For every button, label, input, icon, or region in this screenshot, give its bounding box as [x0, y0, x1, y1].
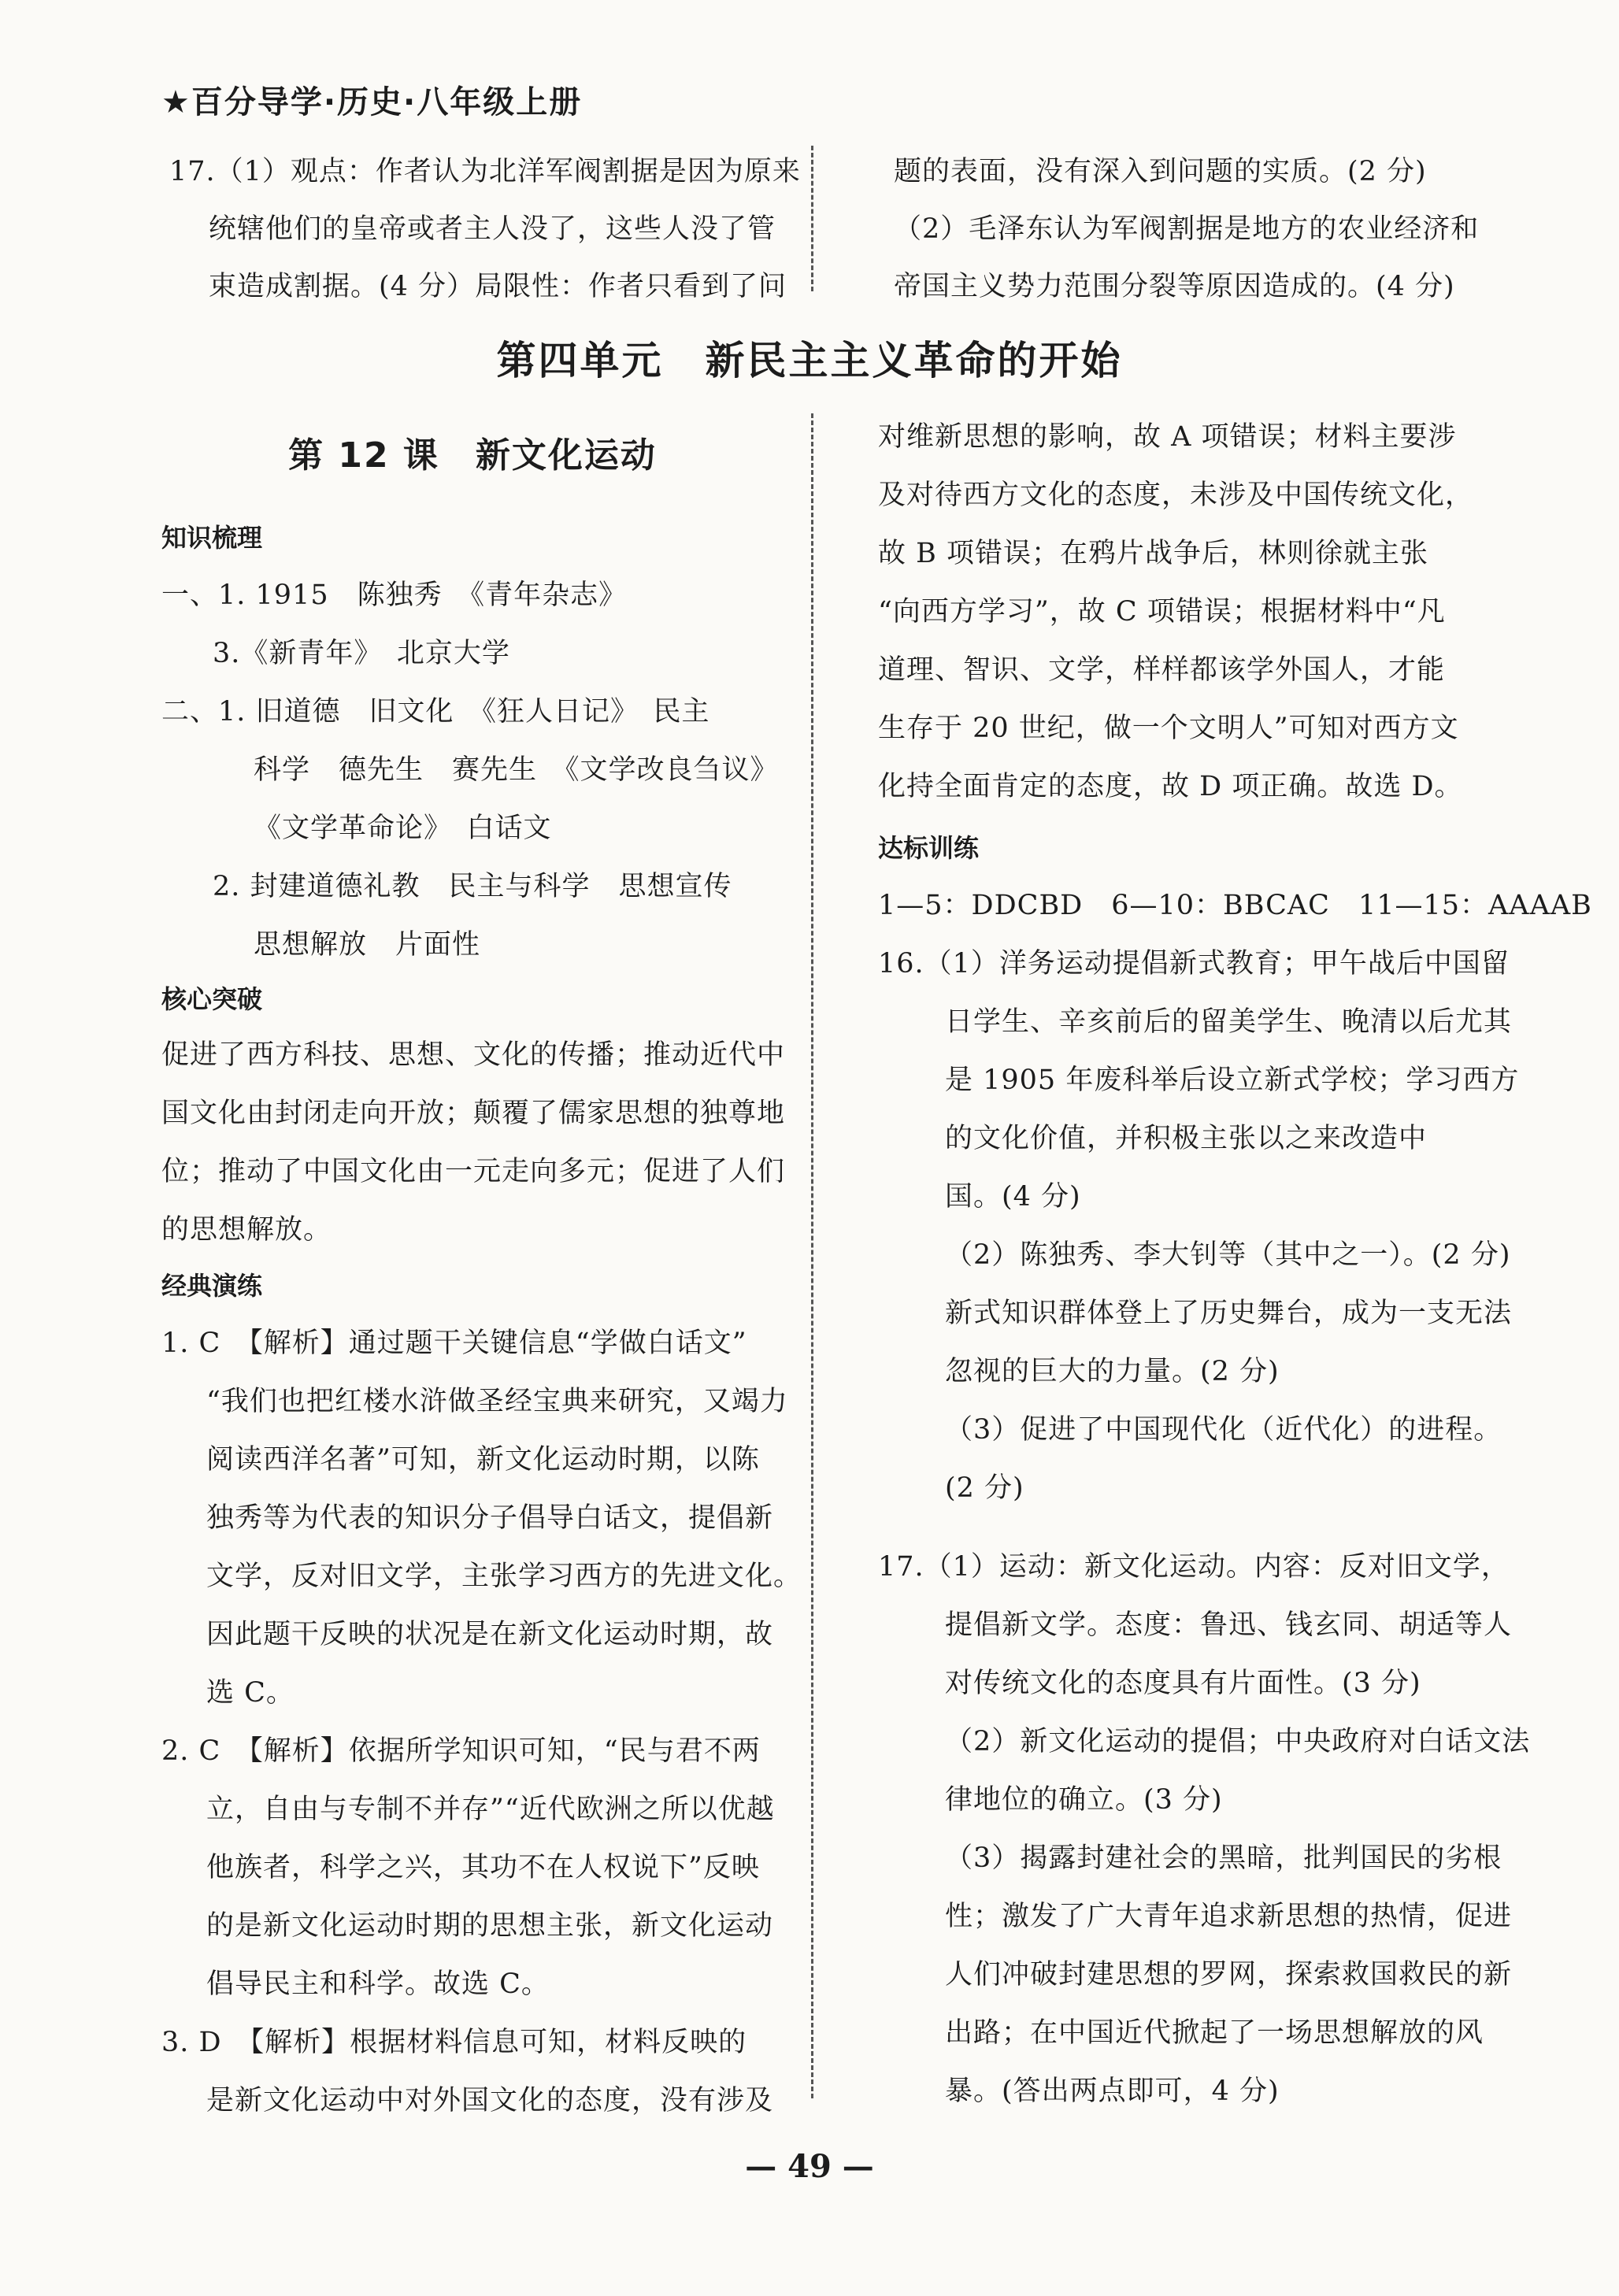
text-line: 他族者，科学之兴，其功不在人权说下”反映: [206, 1852, 760, 1883]
text-line: 因此题干反映的状况是在新文化运动时期，故: [206, 1619, 774, 1650]
text-line: 的文化价值，并积极主张以之来改造中: [945, 1123, 1428, 1154]
text-line: （2）陈独秀、李大钊等（其中之一）。(2 分): [945, 1239, 1511, 1271]
text-line: 17.（1）运动：新文化运动。内容：反对旧文学，: [878, 1551, 1510, 1583]
text-line: 一、1. 1915 陈独秀 《青年杂志》: [161, 580, 628, 611]
section-heading-classic: 经典演练: [161, 1271, 263, 1301]
text-line: 的思想解放。: [161, 1214, 332, 1246]
text-line: 倡导民主和科学。故选 C。: [206, 1968, 550, 2000]
text-line: 二、1. 旧道德 旧文化 《狂人日记》 民主: [161, 696, 710, 728]
text-line: 出路；在中国近代掀起了一场思想解放的风: [945, 2017, 1484, 2049]
text-line: 思想解放 片面性: [254, 929, 481, 961]
text-line: 新式知识群体登上了历史舞台，成为一支无法: [945, 1298, 1513, 1329]
text-line: 对维新思想的影响，故 A 项错误；材料主要涉: [878, 421, 1457, 453]
text-line: 国文化由封闭走向开放；颠覆了儒家思想的独尊地: [161, 1098, 786, 1129]
text-line: 化持全面肯定的态度，故 D 项正确。故选 D。: [878, 771, 1463, 802]
text-line: 科学 德先生 赛先生 《文学改良刍议》: [254, 754, 779, 786]
text-line: 生存于 20 世纪，做一个文明人”可知对西方文: [878, 713, 1459, 744]
text-line: 选 C。: [206, 1677, 295, 1709]
text-line: 忽视的巨大的力量。(2 分): [945, 1356, 1280, 1387]
text-line: 3. D 【解析】根据材料信息可知，材料反映的: [161, 2027, 747, 2058]
text-line: 位；推动了中国文化由一元走向多元；促进了人们: [161, 1156, 786, 1187]
text-line: 故 B 项错误；在鸦片战争后，林则徐就主张: [878, 538, 1428, 569]
text-line: 性；激发了广大青年追求新思想的热情，促进: [945, 1901, 1513, 1932]
column-divider-main: [811, 413, 813, 2098]
text-line: 阅读西洋名著”可知，新文化运动时期，以陈: [206, 1444, 760, 1476]
text-line: 立，自由与专制不并存”“近代欧洲之所以优越: [206, 1794, 775, 1825]
book-header-title: ★百分导学·历史·八年级上册: [161, 84, 583, 120]
text-line: （3）促进了中国现代化（近代化）的进程。: [945, 1414, 1502, 1446]
text-line: 帝国主义势力范围分裂等原因造成的。(4 分): [894, 271, 1455, 302]
text-line: 对传统文化的态度具有片面性。(3 分): [945, 1668, 1421, 1699]
text-line: 提倡新文学。态度：鲁迅、钱玄同、胡适等人: [945, 1609, 1513, 1641]
text-line: （3）揭露封建社会的黑暗，批判国民的劣根: [945, 1842, 1502, 1874]
text-line: 人们冲破封建思想的罗网，探索救国救民的新: [945, 1959, 1513, 1990]
text-line: 暴。(答出两点即可，4 分): [945, 2076, 1280, 2107]
section-heading-core: 核心突破: [161, 984, 263, 1014]
text-line: “我们也把红楼水浒做圣经宝典来研究，又竭力: [206, 1386, 788, 1417]
text-line: 及对待西方文化的态度，未涉及中国传统文化，: [878, 480, 1474, 511]
text-line: 是新文化运动中对外国文化的态度，没有涉及: [206, 2085, 774, 2116]
text-line: 的是新文化运动时期的思想主张，新文化运动: [206, 1910, 774, 1942]
text-line: 是 1905 年废科举后设立新式学校；学习西方: [945, 1065, 1520, 1096]
column-divider-top: [811, 146, 813, 291]
text-line: 《文学革命论》 白话文: [254, 813, 552, 844]
section-heading-training: 达标训练: [878, 833, 980, 863]
text-line: 统辖他们的皇帝或者主人没了，这些人没了管: [209, 213, 776, 245]
section-heading-knowledge: 知识梳理: [161, 523, 263, 553]
text-line: 2. 封建道德礼教 民主与科学 思想宣传: [213, 871, 732, 902]
text-line: 独秀等为代表的知识分子倡导白话文，提倡新: [206, 1502, 774, 1534]
text-line: 2. C 【解析】依据所学知识可知，“民与君不两: [161, 1735, 761, 1767]
text-line: （2）毛泽东认为军阀割据是地方的农业经济和: [894, 213, 1480, 245]
text-line: 题的表面，没有深入到问题的实质。(2 分): [894, 156, 1427, 187]
text-line: “向西方学习”，故 C 项错误；根据材料中“凡: [878, 596, 1446, 628]
text-line: (2 分): [945, 1472, 1024, 1504]
lesson-title: 第 12 课 新文化运动: [288, 435, 657, 476]
text-line: 日学生、辛亥前后的留美学生、晚清以后尤其: [945, 1006, 1513, 1038]
text-line: 文学，反对旧文学，主张学习西方的先进文化。: [206, 1561, 802, 1592]
text-line: 16.（1）洋务运动提倡新式教育；甲午战后中国留: [878, 948, 1510, 980]
text-line: 束造成割据。(4 分）局限性：作者只看到了问: [209, 271, 787, 302]
text-line: 促进了西方科技、思想、文化的传播；推动近代中: [161, 1039, 786, 1071]
text-line: 律地位的确立。(3 分): [945, 1784, 1223, 1816]
text-line: 17.（1）观点：作者认为北洋军阀割据是因为原来: [169, 156, 801, 187]
text-line: 道理、智识、文学，样样都该学外国人，才能: [878, 654, 1446, 686]
unit-title: 第四单元 新民主主义革命的开始: [496, 338, 1123, 383]
text-line: 国。(4 分): [945, 1181, 1081, 1213]
text-line: 1. C 【解析】通过题干关键信息“学做白话文”: [161, 1328, 747, 1359]
text-line: 1—5：DDCBD 6—10：BBCAC 11—15：AAAAB: [878, 890, 1592, 921]
page-number: — 49 —: [745, 2148, 874, 2185]
text-line: 3.《新青年》 北京大学: [213, 638, 510, 669]
text-line: （2）新文化运动的提倡；中央政府对白话文法: [945, 1726, 1531, 1757]
